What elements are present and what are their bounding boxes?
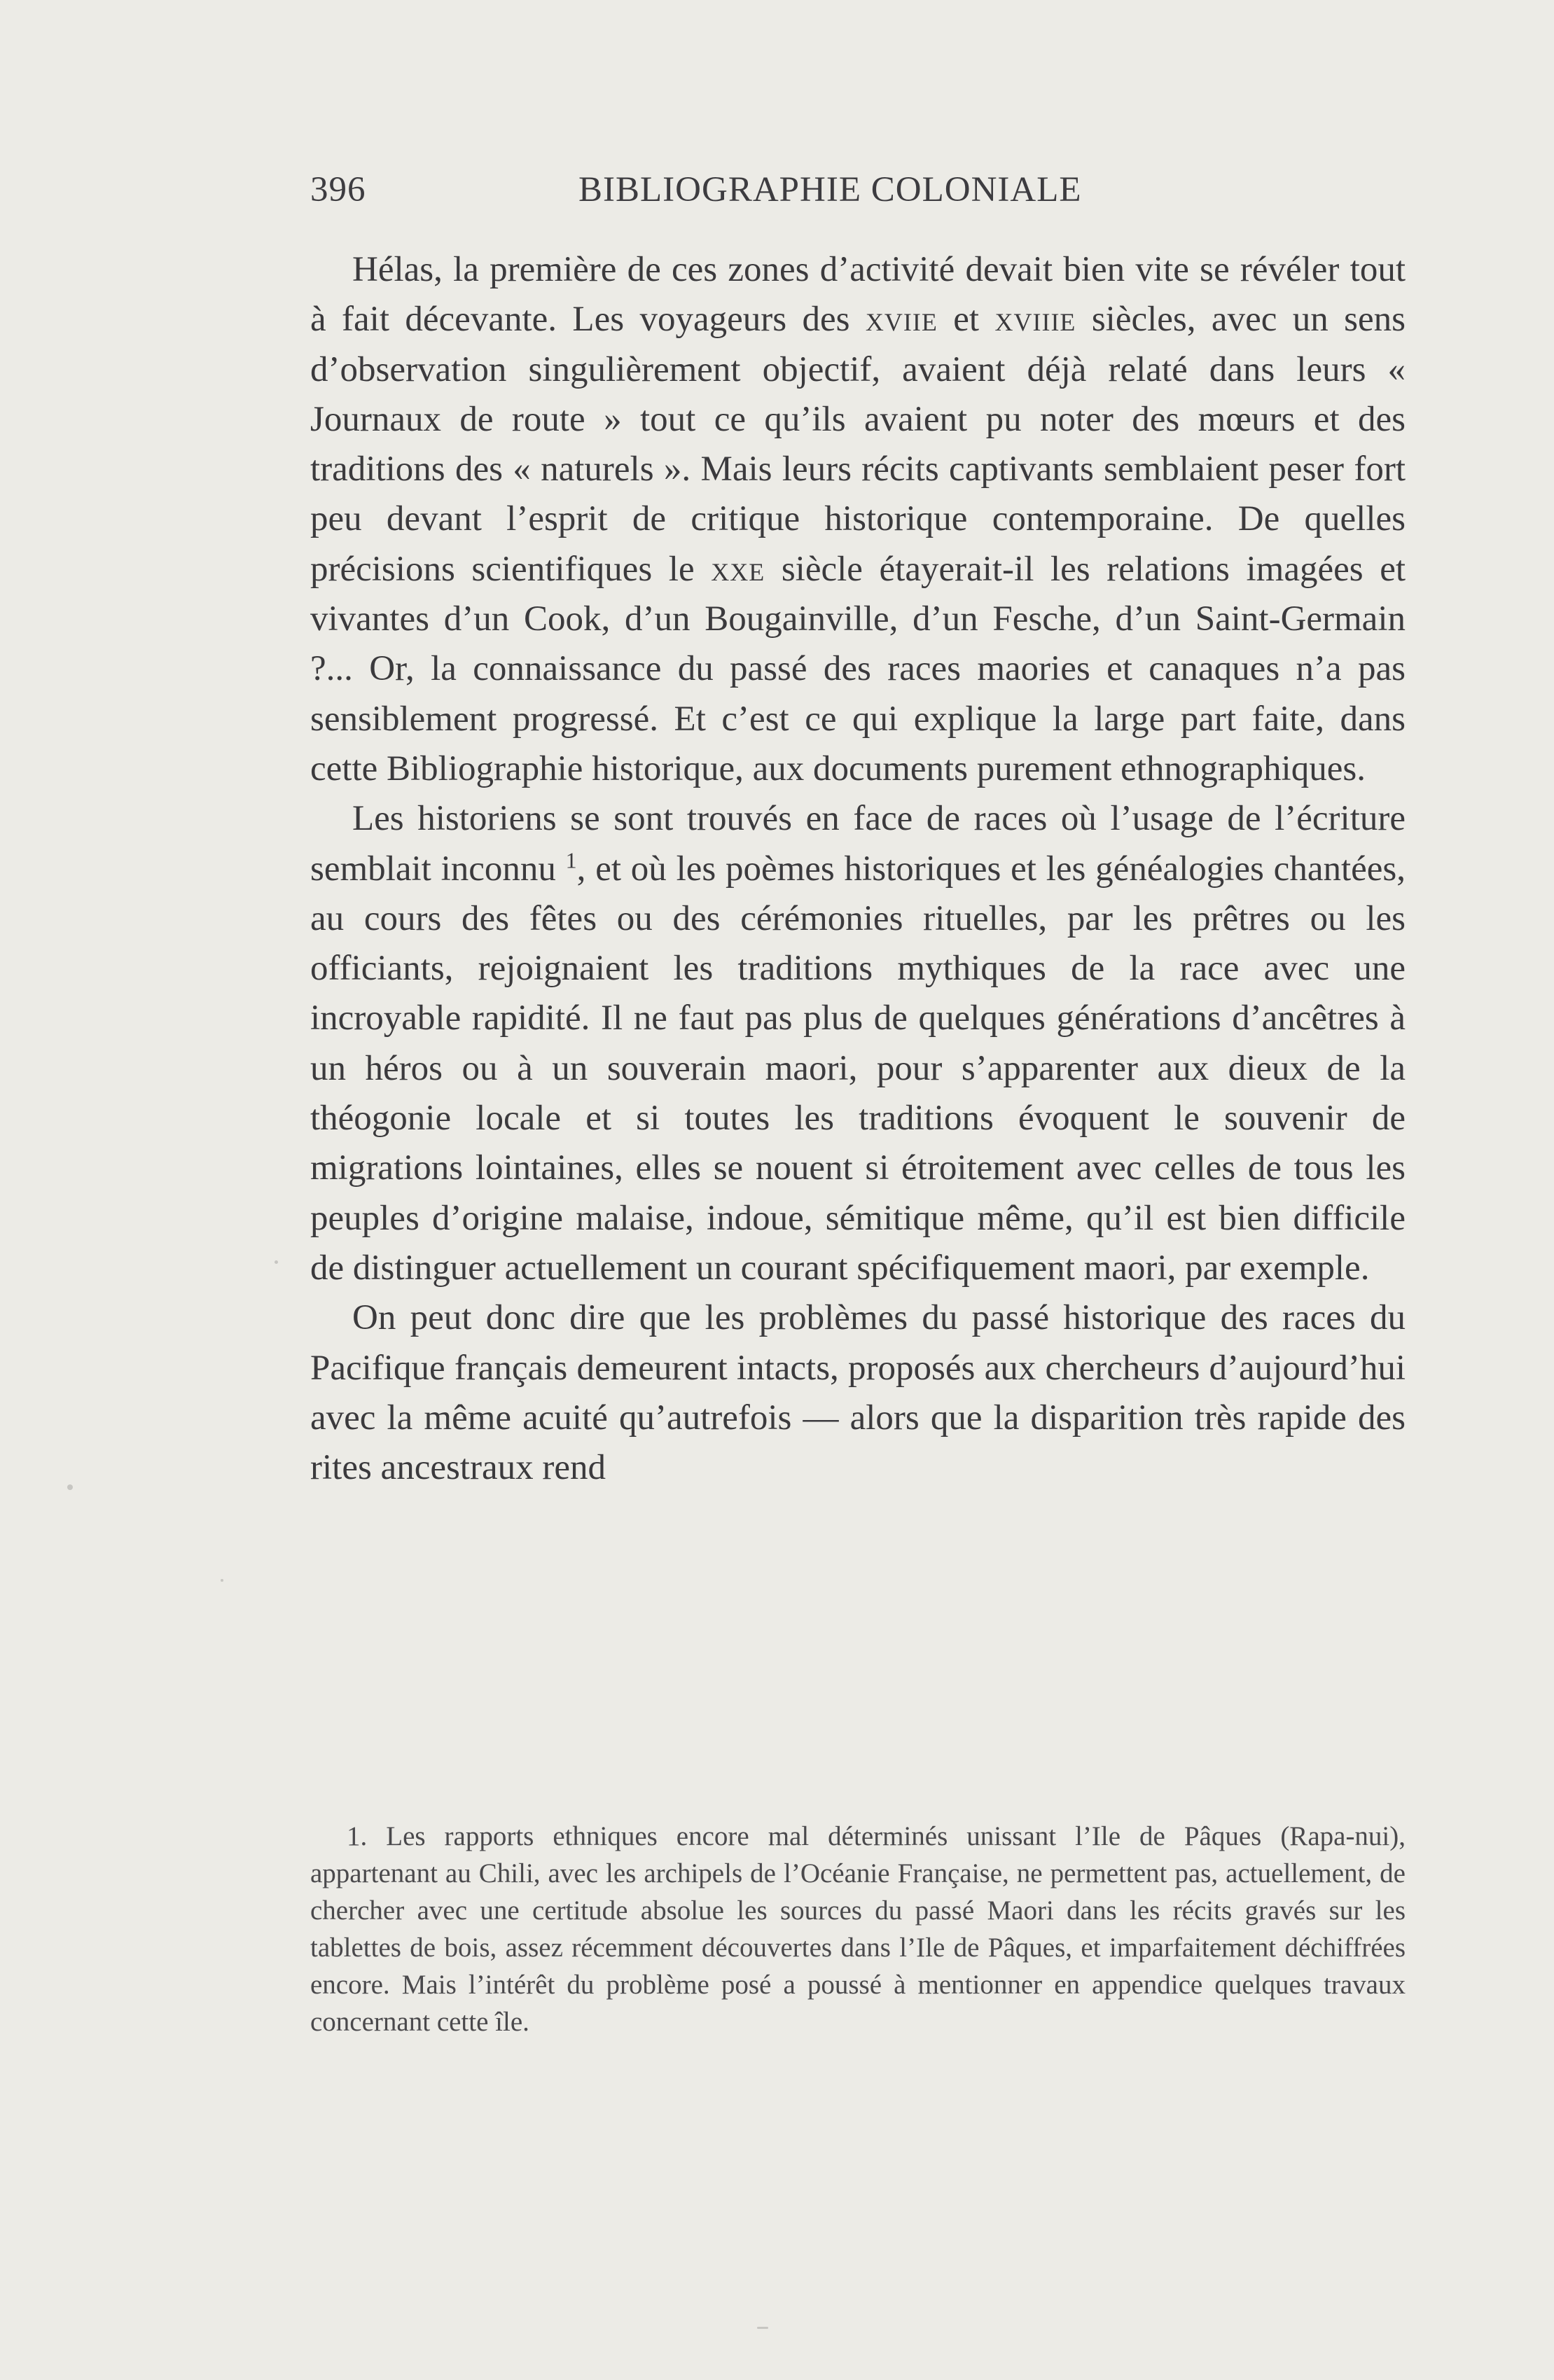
paper-speck: [275, 1260, 278, 1264]
century-17: xviie: [865, 300, 938, 340]
paragraph-1: [310, 245, 1406, 794]
running-head: [310, 169, 1406, 218]
paper-speck: [221, 1579, 223, 1582]
paragraph-1-text-a: Hélas, la première de ces zones d’activité devait bien vite se révéler tout à fait décevante. Les voyageurs des: [310, 250, 1406, 340]
paragraph-1-text-e: siècles, avec un sens d’observation singulièrement objectif, avaient déjà relaté dans leurs « Journaux de route » tout ce qu’ils avaient pu noter des mœurs et des traditions des « naturels ». Mais leurs récits captivants semblaient peser fort peu devant l’esprit de critique historique contemporaine. De quelles précisions scientifiques le: [310, 300, 1406, 589]
paragraph-2-text-a: Les historiens se sont trouvés en face de races où l’usage de l’écriture semblait inconnu: [310, 799, 1406, 889]
footnote-reference[interactable]: 1: [565, 847, 577, 872]
paragraph-2: [310, 794, 1406, 1293]
body-text: [310, 245, 1406, 1493]
century-20: xxe: [711, 549, 765, 589]
footnote-text: 1. Les rapports ethniques encore mal déterminés unissant l’Ile de Pâques (Rapa-nui), appartenant au Chili, avec les archipels de l’Océanie Française, ne permettent pas, actuellement, de chercher avec une certitude absolue les sources du passé Maori dans les récits gravés sur les tablettes de bois, assez récemment découvertes dans l’Ile de Pâques, et imparfaitement déchiffrées encore. Mais l’intérêt du problème posé a poussé à mentionner en appendice quelques travaux concernant cette île.: [310, 1821, 1406, 2037]
paragraph-1-text-g: siècle étayerait-il les relations imagées et vivantes d’un Cook, d’un Bougainville, d’un Fesche, d’un Saint-Germain ?... Or, la connaissance du passé des races maories et canaques n’a pas sensiblement progressé. Et c’est ce qui explique la large part faite, dans cette Bibliographie historique, aux documents purement ethnographiques.: [310, 549, 1406, 788]
paper-speck: [757, 2327, 768, 2329]
century-18: xviiie: [994, 300, 1076, 340]
footnote: [310, 1818, 1406, 2040]
paper-speck: [67, 1484, 73, 1490]
paragraph-2-text-b: , et où les poèmes historiques et les généalogies chantées, au cours des fêtes ou des cérémonies rituelles, par les prêtres ou les officiants, rejoignaient les traditions mythiques de la race avec une incroyable rapidité. Il ne faut pas plus de quelques générations d’ancêtres à un héros ou à un souverain maori, pour s’apparenter aux dieux de la théogonie locale et si toutes les traditions évoquent le souvenir de migrations lointaines, elles se nouent si étroitement avec celles de tous les peuples d’origine malaise, indoue, sémitique même, qu’il est bien difficile de distinguer actuellement un courant spécifiquement maori, par exemple.: [310, 849, 1406, 1288]
paragraph-3: On peut donc dire que les problèmes du passé historique des races du Pacifique français demeurent intacts, proposés aux chercheurs d’aujourd’hui avec la même acuité qu’autrefois — alors que la disparition très rapide des rites ancestraux rend: [310, 1298, 1406, 1488]
page-number: 396: [310, 170, 366, 209]
paragraph-1-text-c: et: [937, 300, 995, 340]
running-title: BIBLIOGRAPHIE COLONIALE: [578, 170, 1082, 209]
